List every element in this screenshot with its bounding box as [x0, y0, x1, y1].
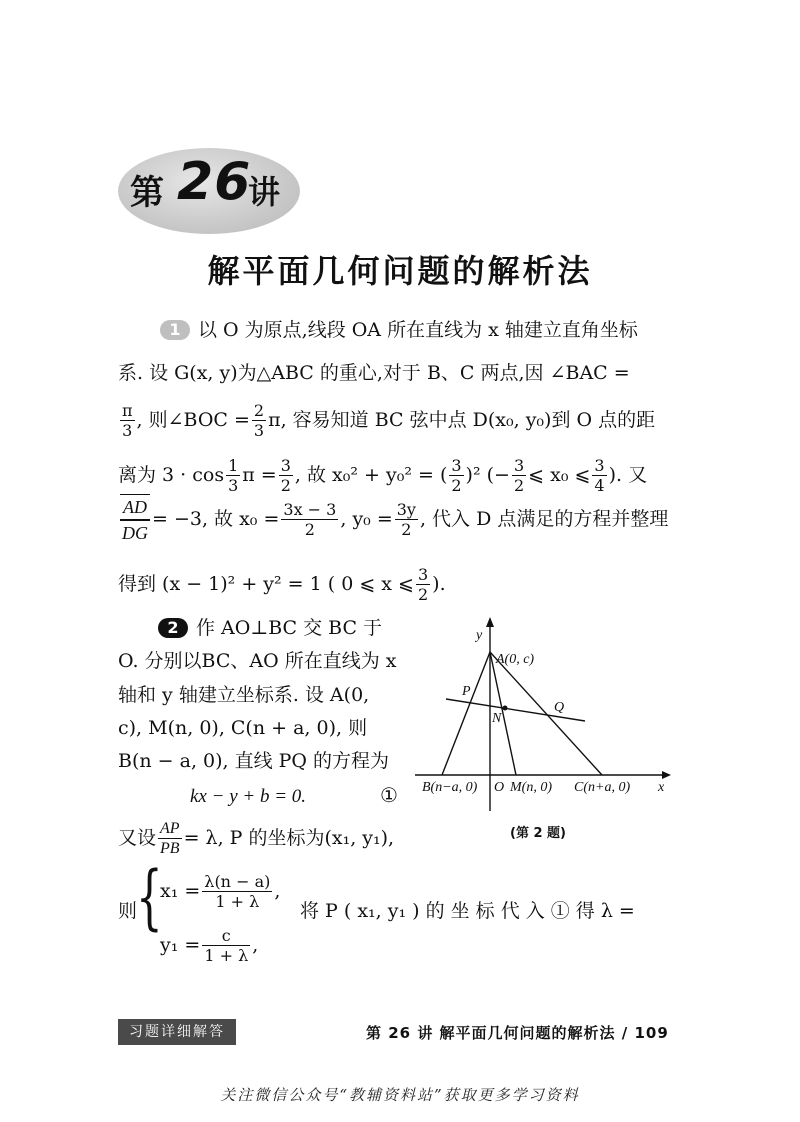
x-axis-arrow [662, 771, 671, 779]
p1-line-5: $\frac{AD}{DG}$ = −3, 故 x₀ = $\frac{3x - 3}{2}$ , y₀ = $\frac{3y}{2}$ , 代入 D 点满足的方程并整理 [118, 488, 668, 550]
p1-line-3: $\frac{\pi}{3}$ , 则∠BOC = $\frac{2}{3}$ π, 容易知道 BC 弦中点 D(x₀, y₀)到 O 点的距 [122, 400, 656, 440]
p2-line-2: O. 分别以BC、AO 所在直线为 x [118, 650, 397, 672]
chapter-prefix: 第 [130, 173, 164, 213]
p2-line-1: 2 作 AO⊥BC 交 BC 于 [158, 618, 382, 638]
chapter-number: 26 [177, 152, 252, 212]
p2-line-5: B(n − a, 0), 直线 PQ 的方程为 [118, 750, 390, 772]
page-title: 解平面几何问题的解析法 [207, 252, 593, 290]
frac-pi-3: $\frac{\pi}{3}$ [122, 400, 133, 440]
p2-y1-eq: y₁ = $\frac{c}{1 + \lambda}$ , [160, 925, 259, 965]
label-b: B(n−a, 0) [422, 780, 478, 795]
label-p: P [462, 684, 471, 699]
p1-line-2: 系. 设 G(x, y)为△ABC 的重心,对于 B、C 两点,因 ∠BAC = [118, 362, 630, 384]
p2-equation: kx − y + b = 0. [190, 786, 307, 807]
footer-tag: 习题详细解答 [118, 1019, 236, 1045]
p2-line-4: c), M(n, 0), C(n + a, 0), 则 [118, 717, 368, 739]
p2-equation-number: ① [380, 783, 398, 807]
segment-ab [442, 652, 490, 775]
label-q: Q [554, 700, 565, 715]
label-o: O [494, 780, 505, 795]
figure-caption: (第 2 题) [510, 826, 566, 841]
frac-2-3: $\frac{2}{3}$ [253, 400, 265, 440]
p1-line-4: 离为 3 · cos $\frac{1}{3}$ π = $\frac{3}{2}$ , 故 x₀² + y₀² = ( $\frac{3}{2}$ )² (− $\frac{3}{2}$ ⩽ x₀ ⩽ $\frac{3}{4}$ ). 又 [118, 455, 648, 495]
p2-rest: 将 P ( x₁, y₁ ) 的 坐 标 代 入 ① 得 λ = [300, 900, 635, 922]
point-n [503, 706, 508, 711]
y-axis-arrow [486, 617, 494, 627]
chapter-suffix: 讲 [248, 173, 281, 211]
p1-line-1: 1 以 O 为原点,线段 OA 所在直线为 x 轴建立直角坐标 [160, 320, 638, 340]
label-x: x [658, 780, 665, 795]
p2-line-7: 又设 $\frac{AP}{PB}$ = λ, P 的坐标为(x₁, y₁), [118, 819, 395, 857]
frac-vec-ad-dg: $\frac{AD}{DG}$ [120, 494, 150, 545]
label-n: N [492, 711, 502, 726]
p2-number: 2 [158, 618, 188, 638]
footer-running-head: 第 26 讲 解平面几何问题的解析法 / 109 [366, 1024, 669, 1042]
label-y: y [476, 628, 483, 643]
geometry-figure [410, 615, 680, 850]
label-m: M(n, 0) [510, 780, 552, 795]
p2-line-3: 轴和 y 轴建立坐标系. 设 A(0, [118, 684, 370, 706]
p2-then: 则 [118, 900, 138, 922]
p1-line-6: 得到 (x − 1)² + y² = 1 ( 0 ⩽ x ⩽ $\frac{3}{2}$ ). [118, 564, 446, 604]
label-a: A(0, c) [496, 652, 535, 667]
p2-x1-eq: x₁ = $\frac{\lambda(n - a)}{1 + \lambda}$ , [160, 871, 281, 911]
segment-ac [490, 652, 602, 775]
left-brace: { [136, 856, 163, 938]
p1-number: 1 [160, 320, 190, 340]
label-c: C(n+a, 0) [574, 780, 631, 795]
watermark: 关注微信公众号“教辅资料站”获取更多学习资料 [220, 1086, 580, 1104]
